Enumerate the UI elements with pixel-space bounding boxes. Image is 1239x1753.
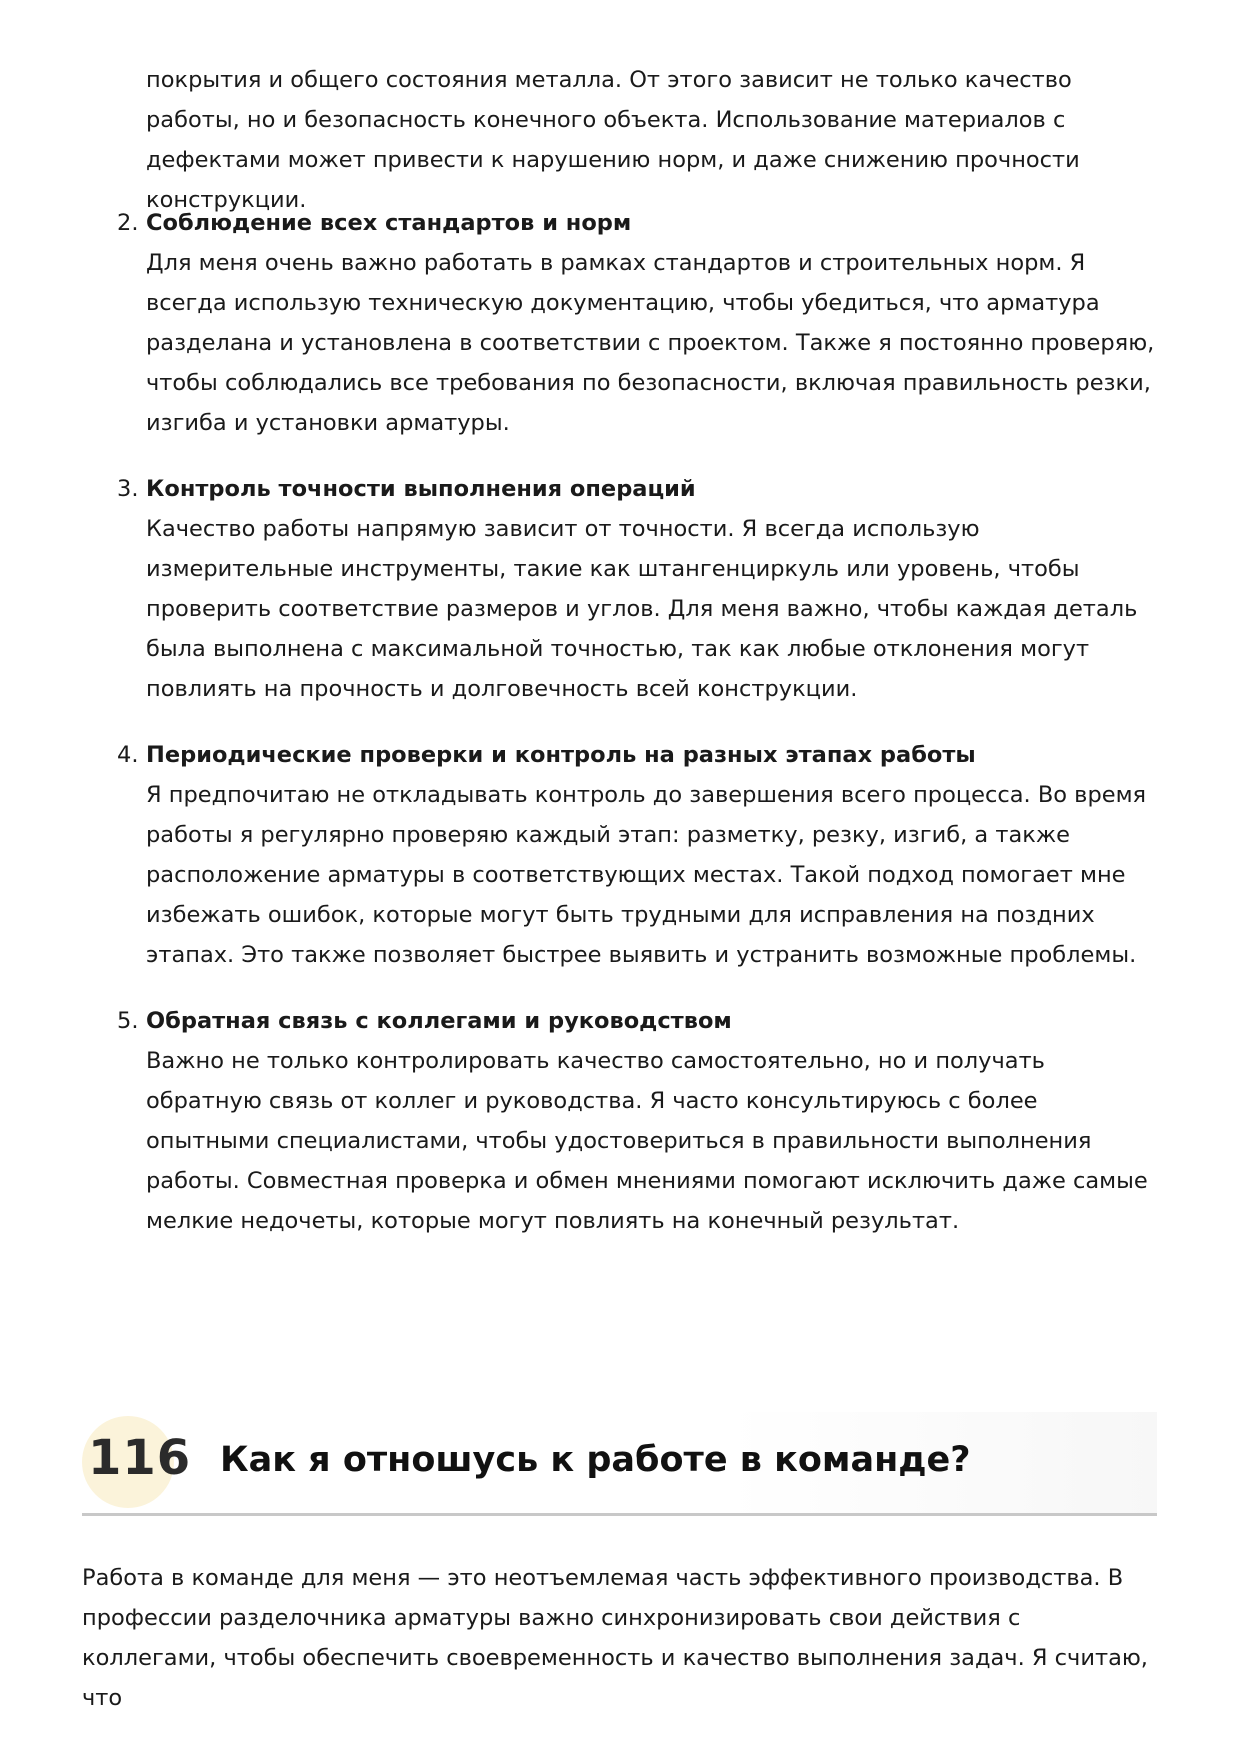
section-intro-paragraph: Работа в команде для меня — это неотъемлемая часть эффективного производства. В профессии разделочника арматуры важно синхронизировать свои действия с коллегами, чтобы обеспечить своевременность и качество выполнения задач. Я считаю, что bbox=[82, 1565, 1148, 1711]
list-item bbox=[117, 1001, 1156, 1241]
intro-paragraph: покрытия и общего состояния металла. От этого зависит не только качество работы, но и безопасность конечного объекта. Использование материалов с дефектами может привести к нарушению норм, и даже снижению прочности конструкции. bbox=[146, 67, 1080, 213]
section-header bbox=[82, 1412, 1157, 1516]
list-item-number: 3. bbox=[117, 476, 139, 502]
list-item-text: Важно не только контролировать качество самостоятельно, но и получать обратную связь от коллег и руководства. Я часто консультируюсь с более опытными специалистами, чтобы удостовериться в правильности выполнения работы. Совместная проверка и обмен мнениями помогают исключить даже самые мелкие недочеты, которые могут повлиять на конечный результат. bbox=[146, 1048, 1148, 1234]
list-item bbox=[117, 735, 1156, 975]
list-item-title: Контроль точности выполнения операций bbox=[146, 476, 696, 502]
section-number: 116 bbox=[88, 1430, 192, 1486]
list-item-number: 4. bbox=[117, 742, 139, 768]
list-item-text: Я предпочитаю не откладывать контроль до завершения всего процесса. Во время работы я регулярно проверяю каждый этап: разметку, резку, изгиб, а также расположение арматуры в соответствующих местах. Такой подход помогает мне избежать ошибок, которые могут быть трудными для исправления на поздних этапах. Это также позволяет быстрее выявить и устранить возможные проблемы. bbox=[146, 782, 1147, 968]
list-item-title: Соблюдение всех стандартов и норм bbox=[146, 210, 632, 236]
list-item-number: 2. bbox=[117, 210, 139, 236]
list-item-title: Периодические проверки и контроль на разных этапах работы bbox=[146, 742, 976, 768]
list-item-text: Для меня очень важно работать в рамках стандартов и строительных норм. Я всегда использую техническую документацию, чтобы убедиться, что арматура разделана и установлена в соответствии с проектом. Также я постоянно проверяю, чтобы соблюдались все требования по безопасности, включая правильность резки, изгиба и установки арматуры. bbox=[146, 250, 1155, 436]
list-item-number: 5. bbox=[117, 1008, 139, 1034]
list-item bbox=[117, 203, 1156, 443]
list-item bbox=[117, 469, 1156, 709]
section-title: Как я отношусь к работе в команде? bbox=[220, 1440, 971, 1480]
quality-control-list bbox=[117, 203, 1156, 1267]
section-divider bbox=[82, 1513, 1157, 1516]
list-item-title: Обратная связь с коллегами и руководством bbox=[146, 1008, 732, 1034]
list-item-text: Качество работы напрямую зависит от точности. Я всегда использую измерительные инструменты, такие как штангенциркуль или уровень, чтобы проверить соответствие размеров и углов. Для меня важно, чтобы каждая деталь была выполнена с максимальной точностью, так как любые отклонения могут повлиять на прочность и долговечность всей конструкции. bbox=[146, 516, 1138, 702]
